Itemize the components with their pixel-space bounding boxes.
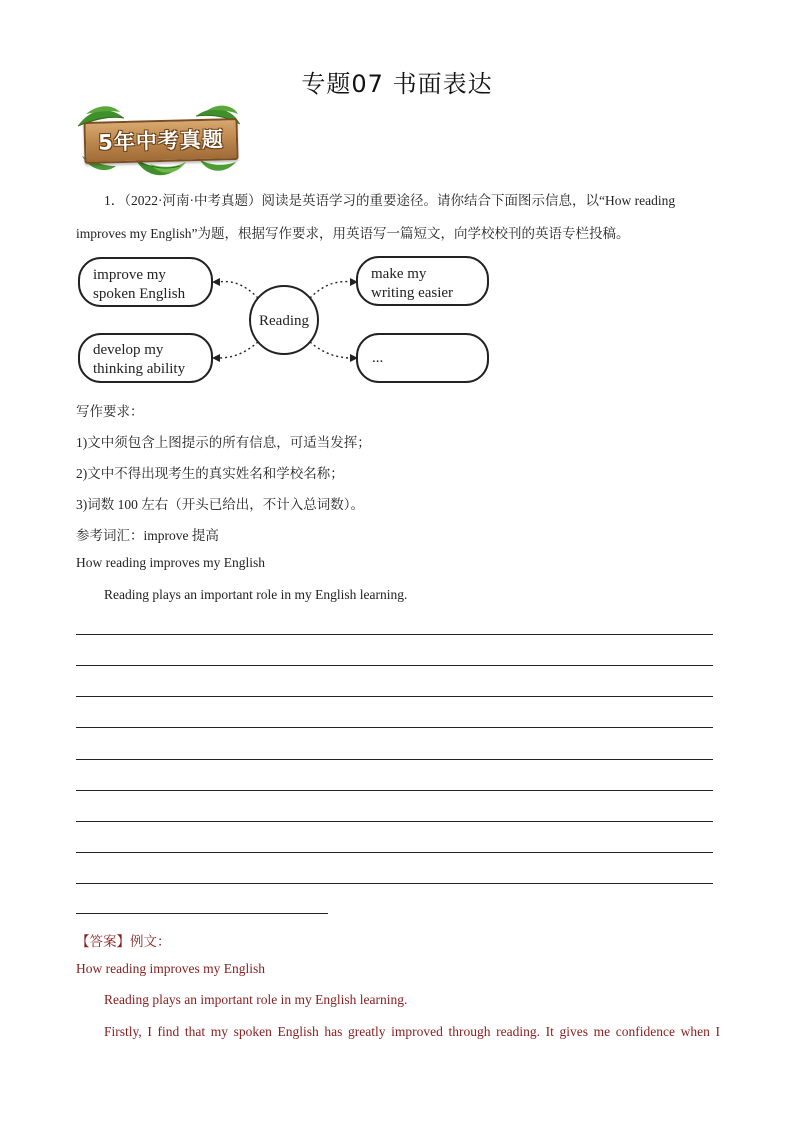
answer-label: 【答案】例文： [76, 934, 171, 949]
node-top-right-line2: writing easier [371, 285, 454, 301]
writing-line[interactable] [76, 665, 713, 666]
badge-board [83, 118, 238, 164]
requirements-heading: 写作要求： [76, 404, 144, 419]
writing-line[interactable] [76, 821, 713, 822]
exam-badge [76, 104, 242, 180]
node-bottom-left-line2: thinking ability [93, 361, 186, 377]
writing-line[interactable] [76, 696, 713, 697]
question-text: 1．（2022·河南·中考真题）阅读是英语学习的重要途径。请你结合下面图示信息，以“How reading improves my English”为题，根据写作要求，用英语写一篇短文，向学校校刊的英语专栏投稿。 [76, 193, 676, 241]
writing-line[interactable] [76, 727, 713, 728]
node-center-label: Reading [259, 313, 309, 329]
node-top-right-line1: make my [371, 266, 427, 282]
page-title: 专题07 书面表达 [301, 70, 493, 98]
section-divider [76, 913, 328, 914]
node-bottom-right-line1: ... [372, 350, 384, 366]
essay-title: How reading improves my English [76, 555, 265, 570]
writing-line[interactable] [76, 852, 713, 853]
vocab-hint: 参考词汇：improve 提高 [76, 528, 219, 543]
essay-opening: Reading plays an important role in my English learning. [104, 587, 408, 602]
badge-label: 5年中考真题 [97, 127, 225, 155]
requirement-item: 1)文中须包含上图提示的所有信息，可适当发挥； [76, 435, 371, 450]
answer-line: Firstly, I find that my spoken English has greatly improved through reading. It gives me confidence when I [104, 1024, 720, 1039]
writing-line[interactable] [76, 759, 713, 760]
requirement-item: 2)文中不得出现考生的真实姓名和学校名称； [76, 466, 344, 481]
node-top-left-line2: spoken English [93, 286, 186, 302]
requirement-item: 3)词数 100 左右（开头已给出，不计入总词数）。 [76, 497, 364, 512]
node-top-left-line1: improve my [93, 267, 166, 283]
answer-title: How reading improves my English [76, 961, 265, 976]
writing-line[interactable] [76, 790, 713, 791]
writing-line[interactable] [76, 634, 713, 635]
node-bottom-left-line1: develop my [93, 342, 164, 358]
reading-mindmap [76, 254, 496, 390]
answer-line: Reading plays an important role in my English learning. [104, 992, 408, 1007]
writing-line[interactable] [76, 883, 713, 884]
